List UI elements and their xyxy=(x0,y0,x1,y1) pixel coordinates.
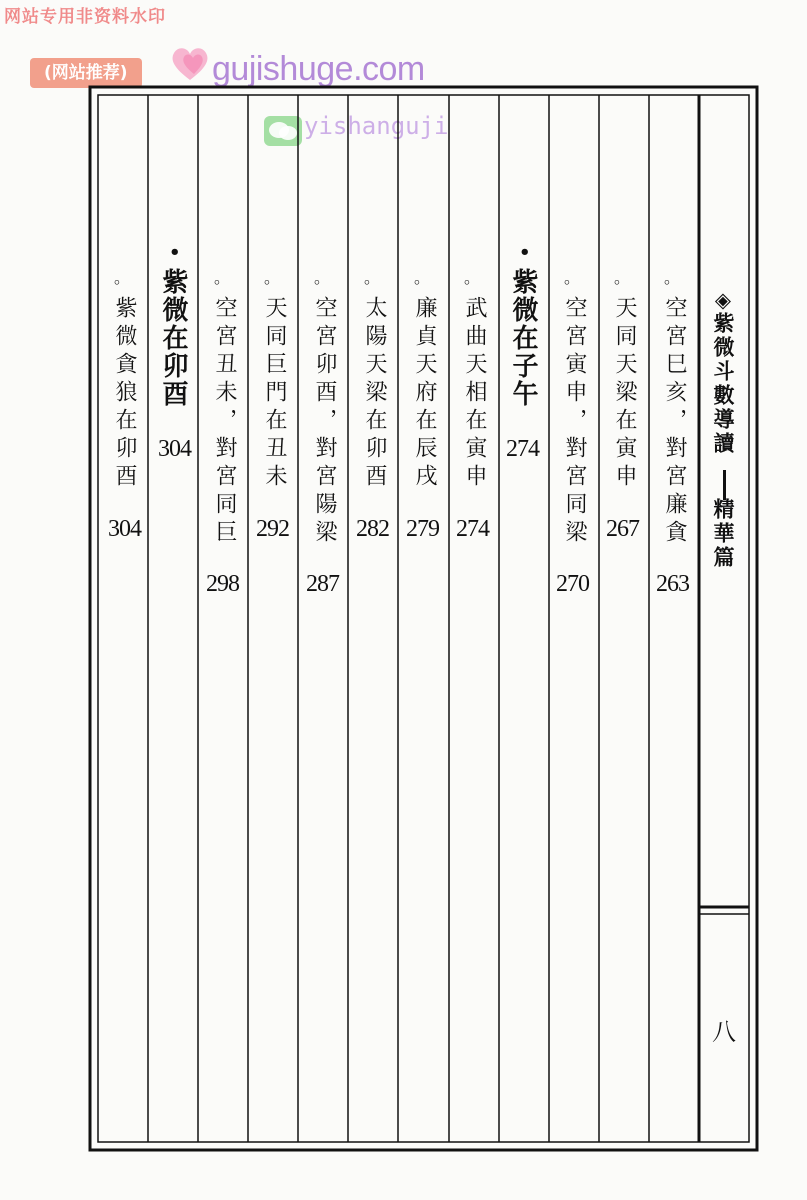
entry-bullet: 。 xyxy=(214,268,231,287)
toc-entry[interactable]: 天同天梁在寅申 xyxy=(612,296,637,492)
header-separator xyxy=(723,470,726,500)
page-number: 298 xyxy=(206,571,239,597)
entry-bullet: 。 xyxy=(414,268,431,287)
toc-entry[interactable]: 天同巨門在丑未 xyxy=(262,296,287,492)
watermark-badge: (网站推荐) xyxy=(30,58,142,88)
watermark-site: gujishuge.com xyxy=(212,50,425,88)
toc-entry[interactable]: 空宮丑未，對宮同巨 xyxy=(212,296,237,548)
header-symbol: ◈ xyxy=(711,288,735,315)
page-number: 287 xyxy=(306,571,339,597)
watermark-wechat-id: yishanguji xyxy=(304,112,449,140)
watermark-top-text: 网站专用非资料水印 xyxy=(4,7,166,27)
toc-entry[interactable]: 空宮巳亥，對宮廉貪 xyxy=(662,296,687,548)
page-number: 304 xyxy=(158,436,191,462)
page-number: 263 xyxy=(656,571,689,597)
page-number: 282 xyxy=(356,516,389,542)
entry-bullet: 。 xyxy=(314,268,331,287)
entry-bullet: 。 xyxy=(264,268,281,287)
page-number: 304 xyxy=(108,516,141,542)
page-folio: 八 xyxy=(712,1018,736,1046)
page-number: 270 xyxy=(556,571,589,597)
page-number: 274 xyxy=(506,436,539,462)
entry-bullet: 。 xyxy=(364,268,381,287)
page-number: 292 xyxy=(256,516,289,542)
toc-entry[interactable]: 紫微貪狼在卯酉 xyxy=(112,296,137,492)
toc-heading[interactable]: 紫微在卯酉 xyxy=(158,268,188,408)
toc-entry[interactable]: 武曲天相在寅申 xyxy=(462,296,487,492)
entry-bullet: 。 xyxy=(614,268,631,287)
toc-heading[interactable]: 紫微在子午 xyxy=(508,268,538,408)
toc-entry[interactable]: 太陽天梁在卯酉 xyxy=(362,296,387,492)
page-number: 279 xyxy=(406,516,439,542)
entry-bullet: 。 xyxy=(464,268,481,287)
toc-entry[interactable]: 空宮寅申，對宮同梁 xyxy=(562,296,587,548)
toc-entry[interactable]: 空宮卯酉，對宮陽梁 xyxy=(312,296,337,548)
heading-bullet: • xyxy=(519,242,531,263)
page-number: 274 xyxy=(456,516,489,542)
entry-bullet: 。 xyxy=(564,268,581,287)
entry-bullet: 。 xyxy=(114,268,131,287)
entry-bullet: 。 xyxy=(664,268,681,287)
heading-bullet: • xyxy=(169,242,181,263)
header-title: 紫微斗數導讀 xyxy=(711,312,735,456)
header-subtitle: 精華篇 xyxy=(711,498,735,570)
page-number: 267 xyxy=(606,516,639,542)
toc-entry[interactable]: 廉貞天府在辰戌 xyxy=(412,296,437,492)
